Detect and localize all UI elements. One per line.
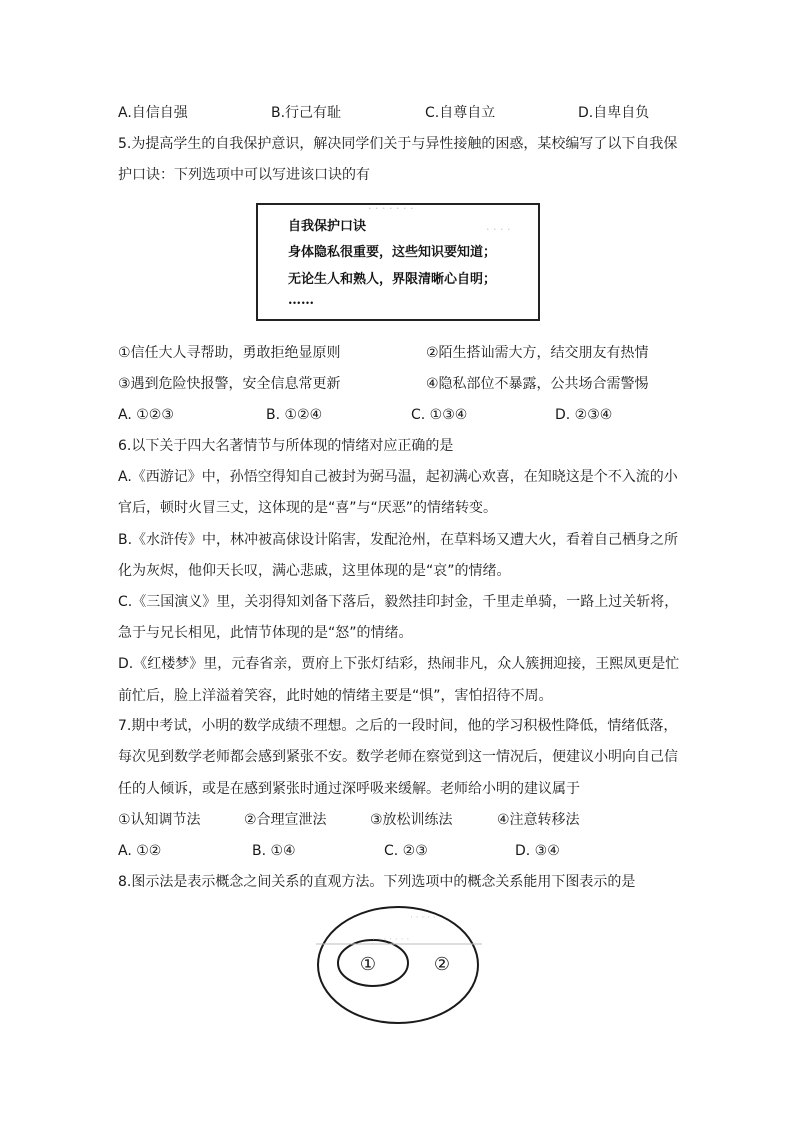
q5-items-row2	[118, 374, 678, 394]
q5-item-1: ①信任大人寻帮助，勇敢拒绝显原则	[118, 345, 341, 361]
q7-option-b[interactable]: B. ①④	[252, 843, 296, 859]
q5-items-row1	[118, 343, 678, 363]
scan-noise: · · · ·	[486, 223, 511, 236]
q7-option-a[interactable]: A. ①②	[118, 843, 162, 859]
q5-option-d[interactable]: D. ②③④	[555, 407, 613, 423]
q7-options	[118, 841, 678, 861]
q7-item-3: ③放松训练法	[370, 812, 453, 828]
q4-option-c[interactable]: C.自尊自立	[425, 105, 496, 121]
q5-item-4: ④隐私部位不暴露，公共场合需警惕	[426, 376, 649, 392]
rhyme-line-1: 身体隐私很重要，这些知识要知道；	[288, 245, 497, 260]
rhyme-line-3: ……	[288, 293, 314, 308]
q5-options	[118, 405, 678, 425]
q6-option-d-line2: 前忙后，脸上洋溢着笑容，此时她的情绪主要是“惧”，害怕招待不周。	[118, 688, 553, 704]
q7-stem-line2: 每次见到数学老师都会感到紧张不安。数学老师在察觉到这一情况后，便建议小明向自己信	[118, 749, 678, 765]
q6-option-a-line2: 官后，顿时火冒三丈，这体现的是“喜”与“厌恶”的情绪转变。	[118, 500, 498, 516]
q5-item-3: ③遇到危险快报警，安全信息常更新	[118, 376, 341, 392]
self-protection-rhyme-box	[256, 203, 540, 321]
q5-item-2: ②陌生搭讪需大方，结交朋友有热情	[426, 345, 649, 361]
q7-option-c[interactable]: C. ②③	[384, 843, 428, 859]
q6-option-c-line1[interactable]: C.《三国演义》里，关羽得知刘备下落后，毅然挂印封金，千里走单骑，一路上过关斩将，	[118, 594, 679, 610]
rhyme-line-2: 无论生人和熟人，界限清晰心自明；	[288, 272, 497, 287]
venn-diagram	[310, 895, 490, 1033]
q5-stem-line2: 护口诀：下列选项中可以写进该口诀的有	[118, 167, 370, 183]
venn-label-outer: ②	[433, 954, 451, 975]
scan-noise: · · · · · · ·	[372, 935, 410, 945]
q7-item-1: ①认知调节法	[118, 812, 201, 828]
q4-option-a[interactable]: A.自信自强	[118, 105, 188, 121]
q7-item-2: ②合理宣泄法	[244, 812, 327, 828]
rhyme-title: 自我保护口诀	[288, 219, 367, 234]
q4-option-b[interactable]: B.行己有耻	[271, 105, 342, 121]
q6-option-a-line1[interactable]: A.《西游记》中，孙悟空得知自己被封为弼马温，起初满心欢喜，在知晓这是个不入流的小	[118, 469, 678, 485]
scan-noise: · · · · · · ·	[368, 202, 414, 215]
q5-stem-line1: 5.为提高学生的自我保护意识，解决同学们关于与异性接触的困惑，某校编写了以下自我保	[118, 136, 678, 152]
q6-option-d-line1[interactable]: D.《红楼梦》里，元春省亲，贾府上下张灯结彩，热闹非凡，众人簇拥迎接，王熙凤更是忙	[118, 656, 680, 672]
venn-label-inner: ①	[359, 954, 377, 975]
q6-option-c-line2: 急于与兄长相见，此情节体现的是“怒”的情绪。	[118, 625, 413, 641]
q5-option-c[interactable]: C. ①③④	[411, 407, 468, 423]
q7-items	[118, 810, 678, 830]
q7-option-d[interactable]: D. ③④	[515, 843, 560, 859]
q4-option-d[interactable]: D.自卑自负	[578, 105, 650, 121]
q4-options	[118, 103, 678, 123]
q7-item-4: ④注意转移法	[497, 812, 580, 828]
q6-option-b-line1[interactable]: B.《水浒传》中，林冲被高俅设计陷害，发配沧州，在草料场又遭大火，看着自己栖身之所	[118, 532, 679, 548]
q7-stem-line1: 7.期中考试，小明的数学成绩不理想。之后的一段时间，他的学习积极性降低，情绪低落，	[118, 718, 678, 734]
q7-stem-line3: 任的人倾诉，或是在感到紧张时通过深呼吸来缓解。老师给小明的建议属于	[118, 781, 580, 797]
venn-outer-ellipse	[318, 907, 478, 1023]
q5-option-a[interactable]: A. ①②③	[118, 407, 174, 423]
q8-stem: 8.图示法是表示概念之间关系的直观方法。下列选项中的概念关系能用下图表示的是	[118, 874, 636, 890]
scan-noise: · · · · ·	[410, 913, 436, 923]
q6-stem: 6.以下关于四大名著情节与所体现的情绪对应正确的是	[118, 438, 454, 454]
q6-option-b-line2: 化为灰烬，他仰天长叹，满心悲戚，这里体现的是“哀”的情绪。	[118, 563, 511, 579]
q5-option-b[interactable]: B. ①②④	[266, 407, 323, 423]
